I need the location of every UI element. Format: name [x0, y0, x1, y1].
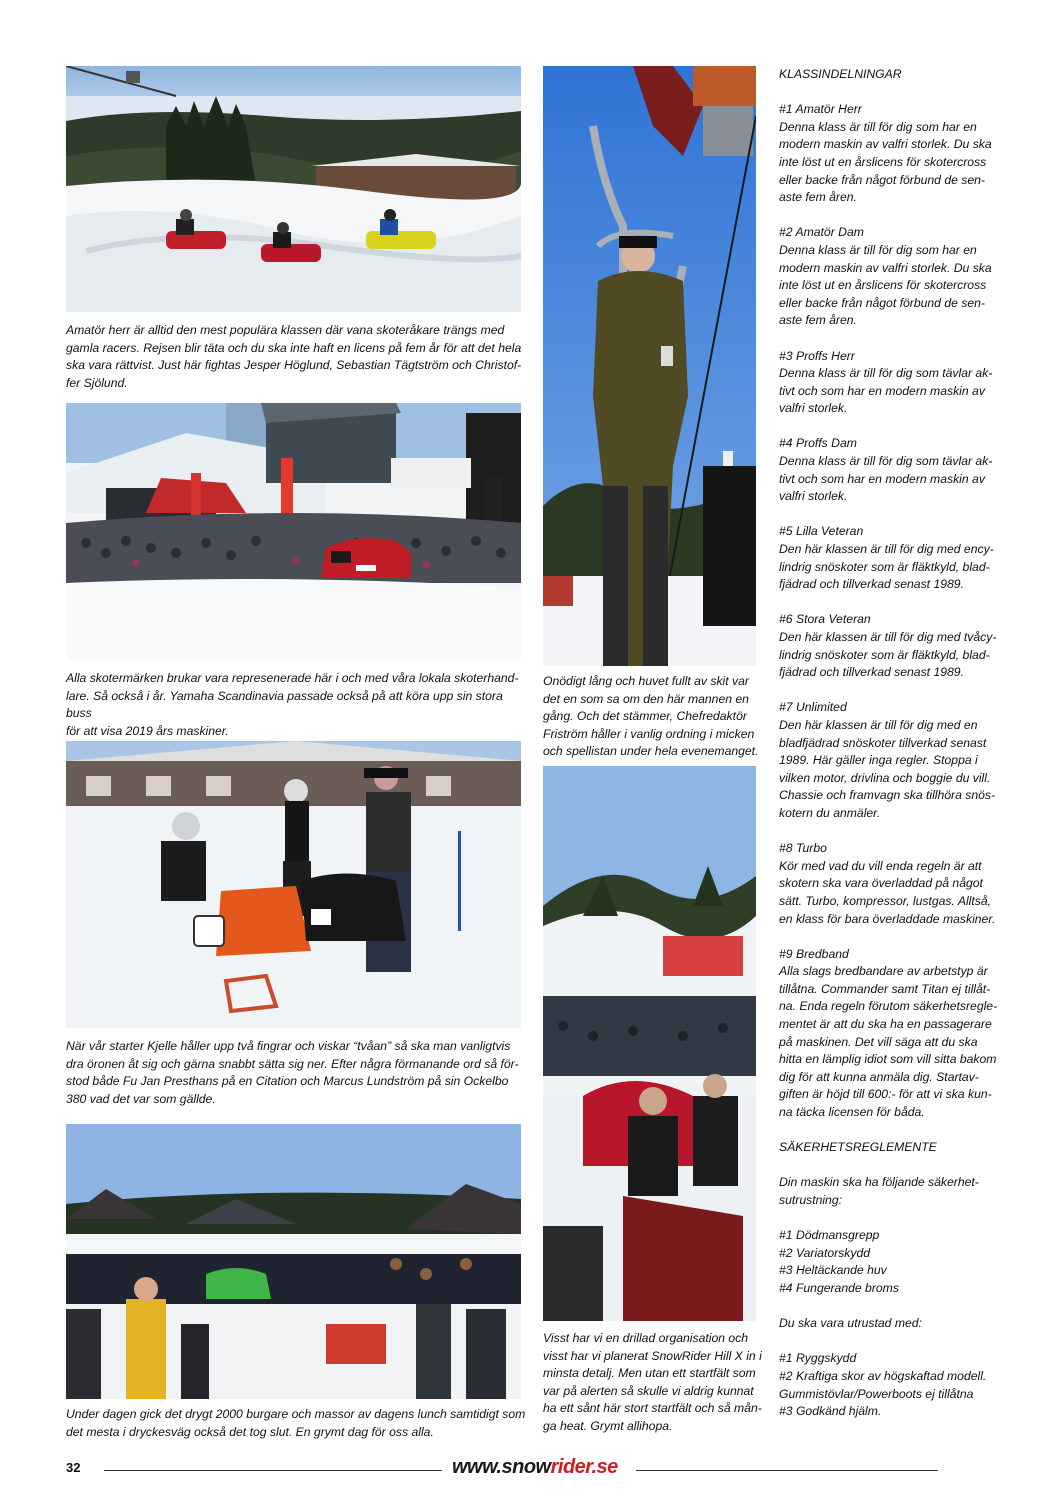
class-item: #8 Turbo Kör med vad du vill enda regeln är att skotern ska vara överladdad på något sätt. Turbo, kompressor, lustgas. Alltså, en klass för bara överladdade maskiner.: [779, 841, 996, 926]
class-item: #6 Stora Veteran Den här klassen är till för dig med tvåcy- lindrig snöskoter som är fläktkyld, blad- fjädrad och tillverkad senast 1989.: [779, 612, 997, 680]
site-url-suffix: .se: [591, 1456, 618, 1478]
equipment-list: #1 Ryggskydd #2 Kraftiga skor av högskaftad modell. Gummistövlar/Powerboots ej tillåtna #3 Godkänd hjälm.: [779, 1351, 987, 1419]
class-item: #4 Proffs Dam Denna klass är till för dig som tävlar ak- tivt och som har en modern maskin av valfri storlek.: [779, 436, 993, 504]
class-rules-title: KLASSINDELNINGAR: [779, 67, 902, 81]
page-number: 32: [66, 1460, 81, 1475]
site-url-accent: rider: [550, 1456, 592, 1478]
class-item: #5 Lilla Veteran Den här klassen är till för dig med ency- lindrig snöskoter som är fläktkyld, blad- fjädrad och tillverkad senast 1989.: [779, 524, 994, 592]
class-item: #9 Bredband Alla slags bredbandare av arbetstyp är tillåtna. Commander samt Titan ej tillåt- na. Enda regeln förutom säkerhetsregle- mentet är att du ska ha en passagerare på maskinen. Det vill säga att du ska hitta en lämplig idiot som vill sitta bakom dig för att kunna anmäla dig. Startav- giften är höjd till 600:- för att vi ska kun- na täcka licensen för båda.: [779, 946, 998, 1120]
photo-starter-riders: [66, 741, 521, 1028]
photo-crowd-food: [66, 1124, 521, 1399]
caption-photo-race-amateur: Amatör herr är alltid den mest populära klassen där vana skoteråkare trängs med gamla racers. Rejsen blir täta och du ska inte haft en licens på fem år för att det hela ska vara rättvist. Just här fightas Jesper Höglund, Sebastian Tägtström och Christof- fer Sjölund.: [66, 323, 522, 390]
class-item: #7 Unlimited Den här klassen är till för dig med en bladfjädrad snöskoter tillverkad senast 1989. Här gäller inga regler. Stoppa i vilken motor, drivlina och boggie du vill. Chassie och framvagn ska tillhöra snös- kotern du anmäler.: [779, 700, 996, 820]
class-item: #2 Amatör Dam Denna klass är till för dig som har en modern maskin av valfri storlek. Du ska inte löst ut en årslicens för skotercross eller backe från något förbund de sen- aste fem åren.: [779, 225, 992, 328]
photo-editor-microphone: [543, 66, 756, 666]
photo-race-amateur: [66, 66, 521, 312]
safety-rules-title: SÄKERHETSREGLEMENTE: [779, 1140, 937, 1155]
caption-photo-starter-riders: När vår starter Kjelle håller upp två fingrar och viskar “tvåan” så ska man vanligtvis dra öronen åt sig och gärna snabbt sätta sig ner. Efter några förmanande ord så för- stod både Fu Jan Presthans på en Citation och Marcus Lundström på sin Ockelbo 380 vad det var som gällde.: [66, 1039, 519, 1106]
equipment-intro: Du ska vara utrustad med:: [779, 1316, 922, 1331]
photo-crowd-vendors: [66, 403, 521, 660]
class-rules-column: [779, 66, 1007, 1438]
photo-hill-crowd: [543, 766, 756, 1321]
class-item: #3 Proffs Herr Denna klass är till för dig som tävlar ak- tivt och som har en modern maskin av valfri storlek.: [779, 348, 993, 416]
class-item: #1 Amatör Herr Denna klass är till för dig som har en modern maskin av valfri storlek. Du ska inte löst ut en årslicens för skotercross eller backe från något förbund de sen- aste fem åren.: [779, 102, 992, 205]
caption-photo-editor-microphone: Onödigt lång och huvet fullt av skit var det en som sa om den här mannen en gång. Och det stämmer, Chefredaktör Friström håller i vanlig ordning i micken och spellistan under hela evenemanget.: [543, 674, 759, 759]
caption-photo-hill-crowd: Visst har vi en drillad organisation och visst har vi planerat SnowRider Hill X in i minsta detalj. Men utan ett startfält som var på alerten så skulle vi aldrig kunnat ha ett sånt här stort startfält och så mån- ga heat. Grymt allihopa.: [543, 1331, 762, 1433]
footer-divider-right: [636, 1470, 938, 1471]
footer-divider-left: [104, 1470, 442, 1471]
caption-photo-crowd-food: Under dagen gick det drygt 2000 burgare och massor av dagens lunch samtidigt som det mesta i dryckesväg också det tog slut. En grymt dag för oss alla.: [66, 1407, 526, 1439]
safety-rules-list: #1 Dödmansgrepp #2 Variatorskydd #3 Heltäckande huv #4 Fungerande broms: [779, 1228, 899, 1295]
site-url-prefix: www.snow: [452, 1456, 551, 1478]
site-url[interactable]: [452, 1456, 618, 1479]
safety-rules-intro: Din maskin ska ha följande säkerhet- sutrustning:: [779, 1175, 979, 1207]
caption-photo-crowd-vendors: Alla skotermärken brukar vara represenerade här i och med våra lokala skoterhand- lare. Så också i år. Yamaha Scandinavia passade också på att köra upp sin stora buss för att visa 2019 års maskiner.: [66, 671, 519, 738]
